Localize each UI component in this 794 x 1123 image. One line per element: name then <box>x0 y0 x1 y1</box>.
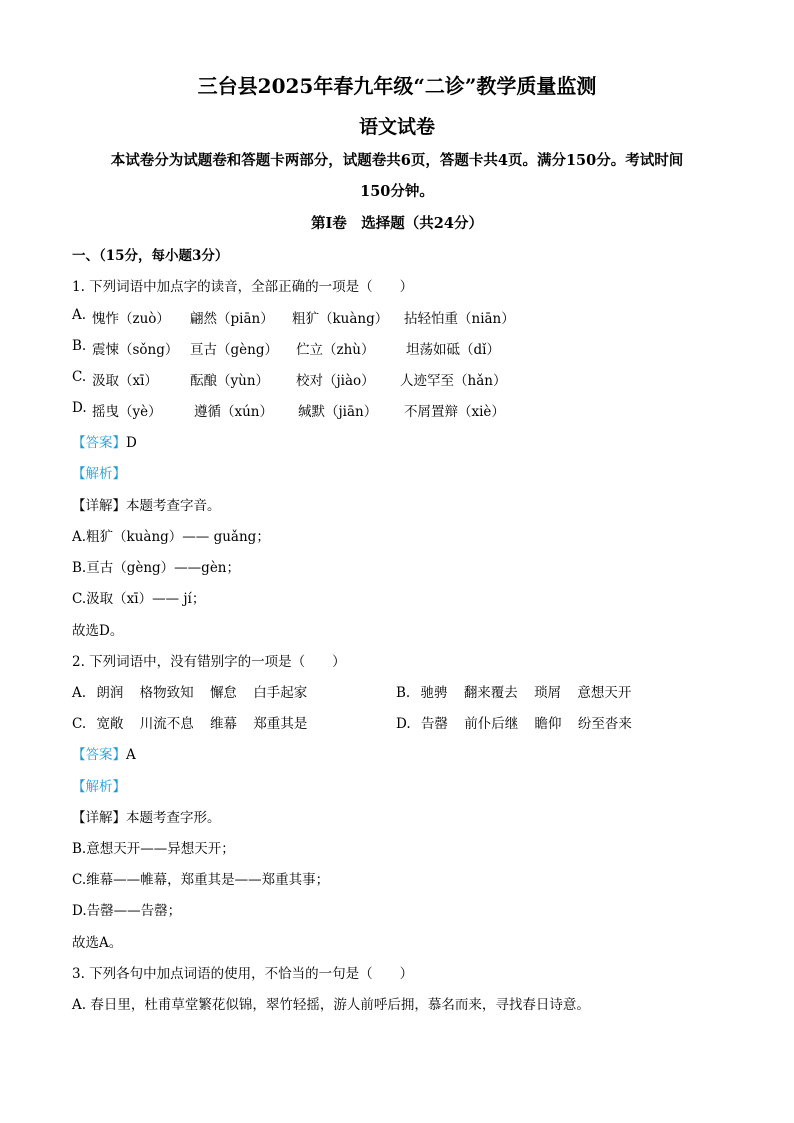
q2-option-word: 格物致知 <box>139 685 194 701</box>
q1-option-d-item: 缄默（jiān） <box>298 404 378 420</box>
section-heading: 一、（15分，每小题3分） <box>72 248 229 264</box>
q2-explanation: B.意想天开——异想天开； <box>72 841 235 857</box>
q2-option-word: 朗润 <box>96 685 124 701</box>
q1-explanation: B.亘古（gèng）——gèn； <box>72 560 241 576</box>
q3-stem: 3. 下列各句中加点词语的使用，不恰当的一句是（ ） <box>72 966 414 982</box>
q1-option-c-label: C. <box>72 369 87 385</box>
q1-stem: 1. 下列词语中加点字的读音，全部正确的一项是（ ） <box>72 279 414 295</box>
q1-option-a-label: A. <box>72 307 87 323</box>
q1-option-c-item: 酝酿（yùn） <box>190 373 270 389</box>
q1-option-d-label: D. <box>72 400 87 416</box>
q1-option-c-item: 人迹罕至（hǎn） <box>400 373 507 389</box>
q1-explanation: C.汲取（xī）—— jí； <box>72 591 206 607</box>
detail-tag: 【详解】 <box>72 810 126 826</box>
q1-option-b-item: 坦荡如砥（dǐ） <box>406 342 500 358</box>
q2-option-label: B. <box>396 685 411 701</box>
q1-option-a-item: 翩然（piān） <box>190 311 274 327</box>
q2-option-word: 维幕 <box>210 716 238 732</box>
exam-title: 三台县2025年春九年级“二诊”教学质量监测 <box>197 74 597 98</box>
q3-option-a: A. 春日里，杜甫草堂繁花似锦，翠竹轻摇，游人前呼后拥，慕名而来，寻找春日诗意。 <box>72 997 590 1013</box>
detail-tag: 【详解】 <box>72 498 126 514</box>
detail-text: 本题考查字形。 <box>126 810 221 826</box>
q2-option-word: 翻来覆去 <box>463 685 518 701</box>
q1-conclusion: 故选D。 <box>72 623 124 639</box>
q2-explanation: D.告罄——告罄； <box>72 903 182 919</box>
q2-option-word: 驰骋 <box>420 685 448 701</box>
exam-intro <box>70 145 724 207</box>
q2-option-word: 瞻仰 <box>534 716 562 732</box>
q1-option-a-item: 粗犷（kuàng） <box>292 311 389 327</box>
q1-option-a-item: 拈轻怕重（niān） <box>404 311 515 327</box>
q2-option-word: 郑重其是 <box>253 716 308 732</box>
q2-option-word: 前仆后继 <box>464 716 519 732</box>
q2-option-word: 懈怠 <box>209 685 237 701</box>
q2-option-word: 琐屑 <box>534 685 562 701</box>
q1-option-d-item: 不屑置辩（xiè） <box>404 404 505 420</box>
q1-option-c-item: 校对（jiào） <box>296 373 375 389</box>
q1-option-c-item: 汲取（xī） <box>92 373 158 389</box>
q2-conclusion: 故选A。 <box>72 935 123 951</box>
q2-option-word: 告罄 <box>420 716 448 732</box>
q1-option-d-item: 摇曳（yè） <box>92 404 162 420</box>
q2-analysis-tag: 【解析】 <box>72 779 126 795</box>
q2-option-a <box>72 681 307 701</box>
q2-explanation: C.维幕——帷幕，郑重其是——郑重其事； <box>72 872 330 888</box>
q1-option-d-item: 遵循（xún） <box>194 404 274 420</box>
q2-option-d <box>396 712 632 732</box>
q2-option-word: 意想天开 <box>577 685 632 701</box>
q2-option-word: 川流不息 <box>139 716 194 732</box>
part-title: 第Ⅰ卷 选择题（共24分） <box>311 215 483 232</box>
exam-subtitle: 语文试卷 <box>358 116 435 138</box>
q1-option-b-item: 震悚（sǒng） <box>92 342 179 358</box>
answer-value: A <box>126 747 136 763</box>
q2-option-label: C. <box>72 716 87 732</box>
answer-tag: 【答案】 <box>72 435 126 451</box>
q1-answer <box>72 431 137 451</box>
detail-text: 本题考查字音。 <box>126 498 221 514</box>
intro-line-2: 150分钟。 <box>360 183 434 200</box>
q2-option-label: D. <box>396 716 411 732</box>
q2-option-word: 纷至沓来 <box>577 716 632 732</box>
q2-stem: 2. 下列词语中，没有错别字的一项是（ ） <box>72 654 346 670</box>
q2-option-word: 白手起家 <box>253 685 308 701</box>
q1-analysis-tag: 【解析】 <box>72 466 126 482</box>
q1-option-b-label: B. <box>72 338 87 354</box>
answer-value: D <box>126 435 137 451</box>
q1-explanation: A.粗犷（kuàng）—— guǎng； <box>72 529 270 545</box>
q2-detail <box>72 806 221 826</box>
intro-line-1: 本试卷分为试题卷和答题卡两部分，试题卷共6页，答题卡共4页。满分150分。考试时间 <box>110 152 684 169</box>
q2-option-b <box>396 681 631 701</box>
q2-answer <box>72 743 136 763</box>
answer-tag: 【答案】 <box>72 747 126 763</box>
q2-option-word: 宽敞 <box>96 716 124 732</box>
q2-option-label: A. <box>72 685 87 701</box>
q1-option-a-item: 愧怍（zuò） <box>92 311 170 327</box>
q1-option-b-item: 伫立（zhù） <box>296 342 375 358</box>
q2-option-c <box>72 712 307 732</box>
q1-option-b-item: 亘古（gèng） <box>190 342 278 358</box>
q1-detail <box>72 494 221 514</box>
